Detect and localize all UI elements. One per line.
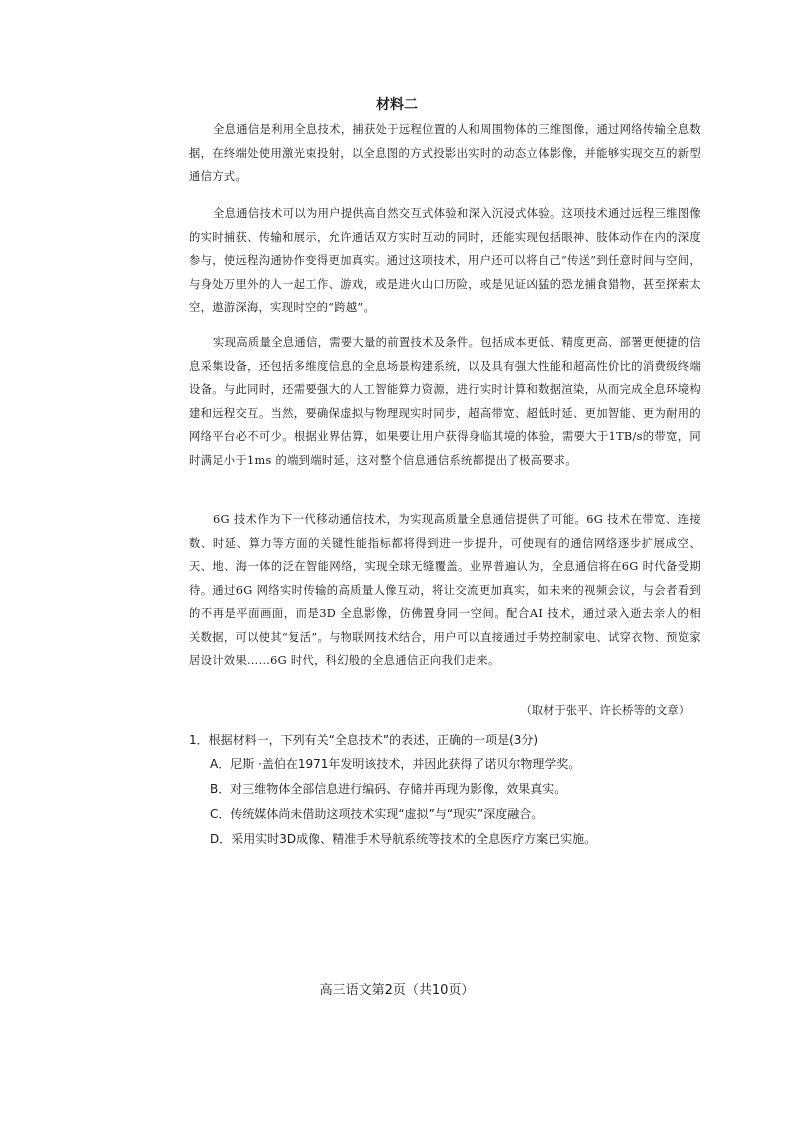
option-b: B．对三维物体全部信息进行编码、存储并再现为影像，效果真实。 (210, 782, 567, 796)
page-footer: 高三语文第2页（共10页） (319, 983, 475, 998)
option-a: A．尼斯 ·盖伯在1971年发明该技术，并因此获得了诺贝尔物理学奖。 (210, 757, 581, 771)
source-citation: （取材于张平、许长桥等的文章） (520, 704, 690, 717)
paragraph-1: 全息通信是利用全息技术，捕获处于远程位置的人和周围物体的三维图像，通过网络传输全息数据，在终端处使用激光束投射，以全息图的方式投影出实时的动态立体影像，并能够实现交互的新型通信方式。 (189, 123, 701, 183)
paragraph-3: 实现高质量全息通信，需要大量的前置技术及条件。包括成本更低、精度更高、部署更便捷的信息采集设备，还包括多维度信息的全息场景构建系统，以及具有强大性能和超高性价比的消费级终端设备。与此同时，还需要强大的人工智能算力资源，进行实时计算和数据渲染，从而完成全息环境构建和远程交互。当然，要确保虚拟与物理现实时同步，超高带宽、超低时延、更加智能、更为耐用的网络平台必不可少。根据业界估算，如果要让用户获得身临其境的体验，需要大于1TB/s的带宽，同时满足小于1ms 的端到端时延，这对整个信息通信系统都提出了极高要求。 (189, 336, 701, 467)
question-stem: 1．根据材料一，下列有关“全息技术”的表述，正确的一项是(3分) (189, 733, 539, 747)
paragraph-4: 6G 技术作为下一代移动通信技术，为实现高质量全息通信提供了可能。6G 技术在带宽、连接数、时延、算力等方面的关键性能指标都将得到进一步提升，可使现有的通信网络逐步扩展成空、天、地、海一体的泛在智能网络，实现全球无缝覆盖。业界普遍认为，全息通信将在6G 时代备受期待。通过6G 网络实时传输的高质量人像互动，将让交流更加真实，如未来的视频会议，与会者看到的不再是平面画面，而是3D 全息影像，仿佛置身同一空间。配合AI 技术，通过录入逝去亲人的相关数据，可以使其“复活”。与物联网技术结合，用户可以直接通过手势控制家电、试穿衣物、预览家居设计效果……6G 时代，科幻般的全息通信正向我们走来。 (189, 513, 701, 667)
option-c: C．传统媒体尚未借助这项技术实现“虚拟”与“现实”深度融合。 (210, 807, 544, 821)
option-d: D．采用实时3D成像、精准手术导航系统等技术的全息医疗方案已实施。 (210, 832, 597, 846)
paragraph-2: 全息通信技术可以为用户提供高自然交互式体验和深入沉浸式体验。这项技术通过远程三维图像的实时捕获、传输和展示，允许通话双方实时互动的同时，还能实现包括眼神、肢体动作在内的深度参与，使远程沟通协作变得更加真实。通过这项技术，用户还可以将自己“传送”到任意时间与空间，与身处万里外的人一起工作、游戏，或是进火山口历险，或是见证凶猛的恐龙捕食猎物，甚至探索太空，遨游深海，实现时空的“跨越”。 (189, 207, 701, 314)
section-title: 材料二 (376, 97, 418, 113)
